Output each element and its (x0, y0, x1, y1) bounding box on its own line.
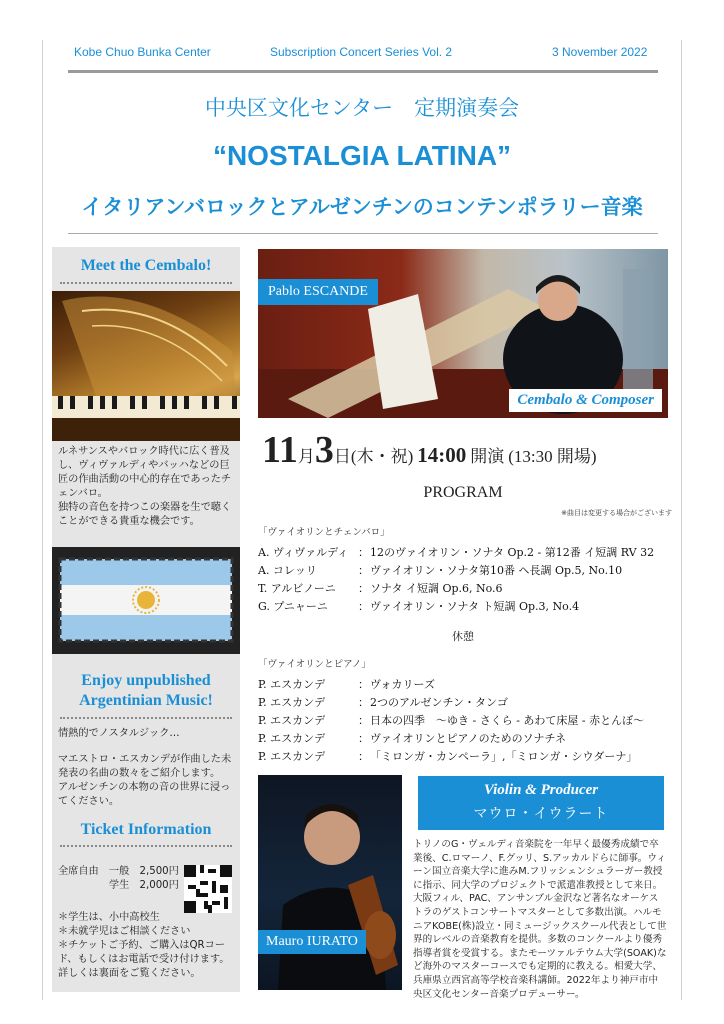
ticket-qr-code[interactable] (184, 865, 232, 913)
ticket-prices: 全席自由 一般 2,500円 学生 2,000円 (58, 866, 179, 891)
cembalo-description: ルネサンスやバロック時代に広く普及し、ヴィヴァルディやバッハなどの巨匠の作曲活動の中心的存在であったチェンバロ。 独特の音色を持つこの楽器を生で聴くことができる貴重な機会です。 (58, 446, 232, 527)
event-day-unit: 日 (333, 447, 351, 466)
header-rule (68, 70, 658, 73)
header-series: Subscription Concert Series Vol. 2 (270, 45, 453, 59)
program-item: P. エスカンデ ：ヴァイオリンとピアノのためのソナチネ (258, 732, 567, 745)
ticket-heading: Ticket Information (80, 821, 212, 838)
performer2-name: Mauro IURATO (258, 930, 366, 954)
performer2-name-ja: マウロ・イウラート (473, 806, 609, 822)
argentina-heading-2: Argentinian Music! (79, 692, 213, 709)
program-change-note: ※曲目は変更する場合がございます (561, 509, 672, 517)
event-month: 11 (262, 429, 298, 471)
program-heading: PROGRAM (423, 484, 503, 501)
mauro-iurato-photo (258, 775, 402, 990)
program-item: T. アルビノーニ ：ソナタ イ短調 Op.6, No.6 (258, 582, 503, 595)
program-item: P. エスカンデ ：「ミロンガ・カンペーラ」,「ミロンガ・シウダーナ」 (258, 750, 638, 763)
event-datetime (262, 428, 672, 472)
program-item: P. エスカンデ ：ヴォカリーズ (258, 678, 436, 691)
event-day: 3 (314, 429, 334, 471)
program-item: P. エスカンデ ：2つのアルゼンチン・タンゴ (258, 696, 509, 709)
sidebar (52, 247, 240, 992)
program-intermission: 休憩 (452, 630, 474, 643)
title-rule (68, 233, 658, 234)
event-weekday: (木・祝) (350, 447, 414, 466)
event-time: 14:00 (417, 443, 467, 467)
performer1-name: Pablo ESCANDE (258, 279, 378, 305)
performer2-role: Violin & Producer (483, 782, 599, 798)
program-item: A. コレッリ ：ヴァイオリン・ソナタ第10番 ヘ長調 Op.5, No.10 (258, 564, 623, 577)
performer2-role-box (418, 776, 664, 830)
divider (60, 845, 232, 847)
argentina-heading-1: Enjoy unpublished (81, 672, 211, 689)
program-item: A. ヴィヴァルディ ：12のヴァイオリン・ソナタ Op.2 - 第12番 イ短調 RV 32 (258, 546, 655, 559)
program-item: P. エスカンデ ：日本の四季 〜ゆき - さくら - あわて床屋 - 赤とんぼ〜 (258, 714, 645, 727)
event-start-label: 開演 (470, 447, 505, 466)
performer1-role: Cembalo & Composer (509, 389, 662, 412)
cembalo-heading: Meet the Cembalo! (80, 257, 212, 274)
pablo-escande-photo (258, 249, 668, 418)
program-item: G. プニャーニ ：ヴァイオリン・ソナタ ト短調 Op.3, No.4 (258, 600, 580, 613)
argentina-description: マエストロ・エスカンデが作曲した未発表の名曲の数々をご紹介します。 アルゼンチンの本物の音の世界に浸ってください。 (58, 754, 232, 807)
ticket-notes: ＊学生は、小中高校生 ＊未就学児はご相談ください ＊チケットご予約、ご購入はQRコード、もしくはお電話で受け付けます。 詳しくは裏面をご覧ください。 (58, 912, 230, 979)
program-section-2: 「ヴァイオリンとピアノ」 (258, 659, 371, 670)
argentina-flag-image (52, 547, 240, 654)
divider (60, 282, 232, 284)
argentina-tagline: 情熱的でノスタルジック… (58, 728, 180, 739)
divider (60, 717, 232, 719)
header-venue: Kobe Chuo Bunka Center (74, 45, 211, 59)
event-month-unit: 月 (297, 447, 315, 466)
left-page-border (42, 40, 43, 1000)
concert-title: 中央区文化センター 定期演奏会 (204, 96, 520, 120)
concert-name: “NOSTALGIA LATINA” (212, 140, 512, 171)
performer2-bio: トリノのG・ヴェルディ音楽院を一年早く最優秀成績で卒業後、C.ロマーノ、F.グッリ、S.アッカルドらに師事。ウィーン国立音楽大学に進みM.フリッシェンシュラーガー教授に指示、同大学のプロジェクトで派遣准教授として来日。大阪フィル、PAC、アンサンブル金沢など著名なオーケストラのゲストコンサートマスターとして多数出演。ハルモニアKOBE(株)設立・同ミュージックスクール代表として世界的レベルの音楽教育を提供。多数のコンクールより優秀指導者賞を受賞する。またモーツァルテウム大学(SOAK)など海外のマスターコースでも定期的に教える。相愛大学、兵庫県立西宮高等学校音楽科講師。2022年より神戸市中央区文化センター音楽プロデューサー。 (413, 839, 667, 1000)
concert-subtitle: イタリアンバロックとアルゼンチンのコンテンポラリー音楽 (81, 195, 643, 219)
event-doors: (13:30 開場) (508, 447, 597, 466)
program-section-1: 「ヴァイオリンとチェンバロ」 (258, 527, 390, 538)
cembalo-photo (52, 291, 240, 441)
header-date: 3 November 2022 (552, 45, 648, 59)
right-page-border (681, 40, 682, 1000)
